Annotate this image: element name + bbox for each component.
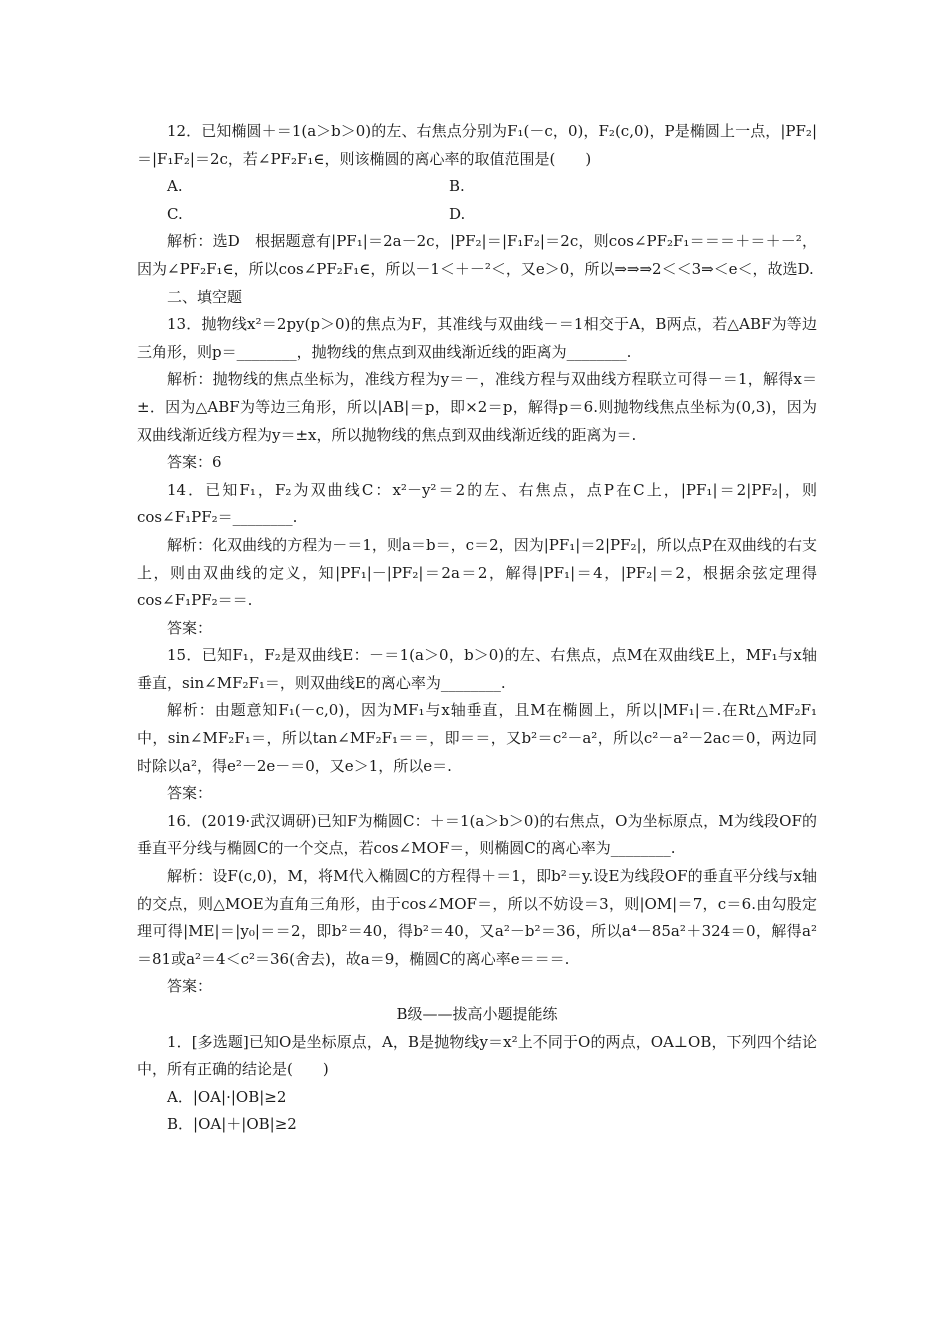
answer-14: 答案： [167,618,213,637]
question-b1: 1．[多选题]已知O是坐标原点，A，B是抛物线y＝x²上不同于O的两点，OA⊥OB，下列四个结论中，所有正确的结论是( ) [137,1032,817,1079]
question-12: 12．已知椭圆＋＝1(a＞b＞0)的左、右焦点分别为F₁(－c，0)，F₂(c,0)，P是椭圆上一点，|PF₂|＝|F₁F₂|＝2c，若∠PF₂F₁∈，则该椭圆的离心率的取值范围是( ) [137,122,817,168]
analysis-12: 解析：选D 根据题意有|PF₁|＝2a－2c，|PF₂|＝|F₁F₂|＝2c，则cos∠PF₂F₁＝＝＝＋＝＋－²，因为∠PF₂F₁∈，所以cos∠PF₂F₁∈，所以－1＜＋－²＜，又e＞0，所以⇒⇒⇒2＜＜3⇒＜e＜，故选D. [137,232,817,278]
option-b: B. [449,177,465,196]
answer-15: 答案： [167,784,213,803]
answer-16: 答案： [167,977,213,996]
question-14: 14．已知F₁，F₂为双曲线C：x²－y²＝2的左、右焦点，点P在C上，|PF₁|＝2|PF₂|，则cos∠F₁PF₂＝________. [137,480,817,527]
question-13: 13．抛物线x²＝2py(p＞0)的焦点为F，其准线与双曲线－＝1相交于A，B两点，若△ABF为等边三角形，则p＝________，抛物线的焦点到双曲线渐近线的距离为________. [137,315,817,361]
option-a: A. [167,177,183,196]
question-16: 16．(2019·武汉调研)已知F为椭圆C：＋＝1(a＞b＞0)的右焦点，O为坐标原点，M为线段OF的垂直平分线与椭圆C的一个交点，若cos∠MOF＝，则椭圆C的离心率为________. [137,811,817,858]
analysis-16: 解析：设F(c,0)，M，将M代入椭圆C的方程得＋＝1，即b²＝y.设E为线段OF的垂直平分线与x轴的交点，则△MOE为直角三角形，由于cos∠MOF＝，所以不妨设＝3，则|OM|＝7，c＝6.由勾股定理可得|ME|＝|y₀|＝＝2，即b²＝40，得b²＝40，又a²－b²＝36，所以a⁴－85a²＋324＝0，解得a²＝81或a²＝4＜c²＝36(舍去)，故a＝9，椭圆C的离心率e＝＝＝. [137,867,817,968]
option-d: D. [449,204,466,223]
answer-13: 答案：6 [167,453,222,472]
option-b1-b: B．|OA|＋|OB|≥2 [167,1115,297,1134]
level-b-heading: B级——拔高小题提能练 [396,1005,558,1023]
option-b1-a: A．|OA|·|OB|≥2 [167,1087,287,1106]
analysis-15: 解析：由题意知F₁(－c,0)，因为MF₁与x轴垂直，且M在椭圆上，所以|MF₁|＝.在Rt△MF₂F₁中，sin∠MF₂F₁＝，所以tan∠MF₂F₁＝＝，即＝＝，又b²＝c²－a²，所以c²－a²－2ac＝0，两边同时除以a²，得e²－2e－＝0，又e＞1，所以e＝. [137,701,817,775]
section-heading-fill: 二、填空题 [167,287,243,306]
option-c: C. [167,204,183,223]
document-page [137,118,817,1139]
options-row-ab [137,173,817,201]
question-15: 15．已知F₁，F₂是双曲线E：－＝1(a＞0，b＞0)的左、右焦点，点M在双曲线E上，MF₁与x轴垂直，sin∠MF₂F₁＝，则双曲线E的离心率为________. [137,646,817,692]
analysis-14: 解析：化双曲线的方程为－＝1，则a＝b＝，c＝2，因为|PF₁|＝2|PF₂|，所以点P在双曲线的右支上，则由双曲线的定义，知|PF₁|－|PF₂|＝2a＝2，解得|PF₁|＝4，|PF₂|＝2，根据余弦定理得cos∠F₁PF₂＝＝. [137,535,817,610]
options-row-cd [137,201,817,229]
analysis-13: 解析：抛物线的焦点坐标为，准线方程为y＝－，准线方程与双曲线方程联立可得－＝1，解得x＝±．因为△ABF为等边三角形，所以|AB|＝p，即×2＝p，解得p＝6.则抛物线焦点坐标为(0,3)，因为双曲线渐近线方程为y＝±x，所以抛物线的焦点到双曲线渐近线的距离为＝. [137,370,817,444]
